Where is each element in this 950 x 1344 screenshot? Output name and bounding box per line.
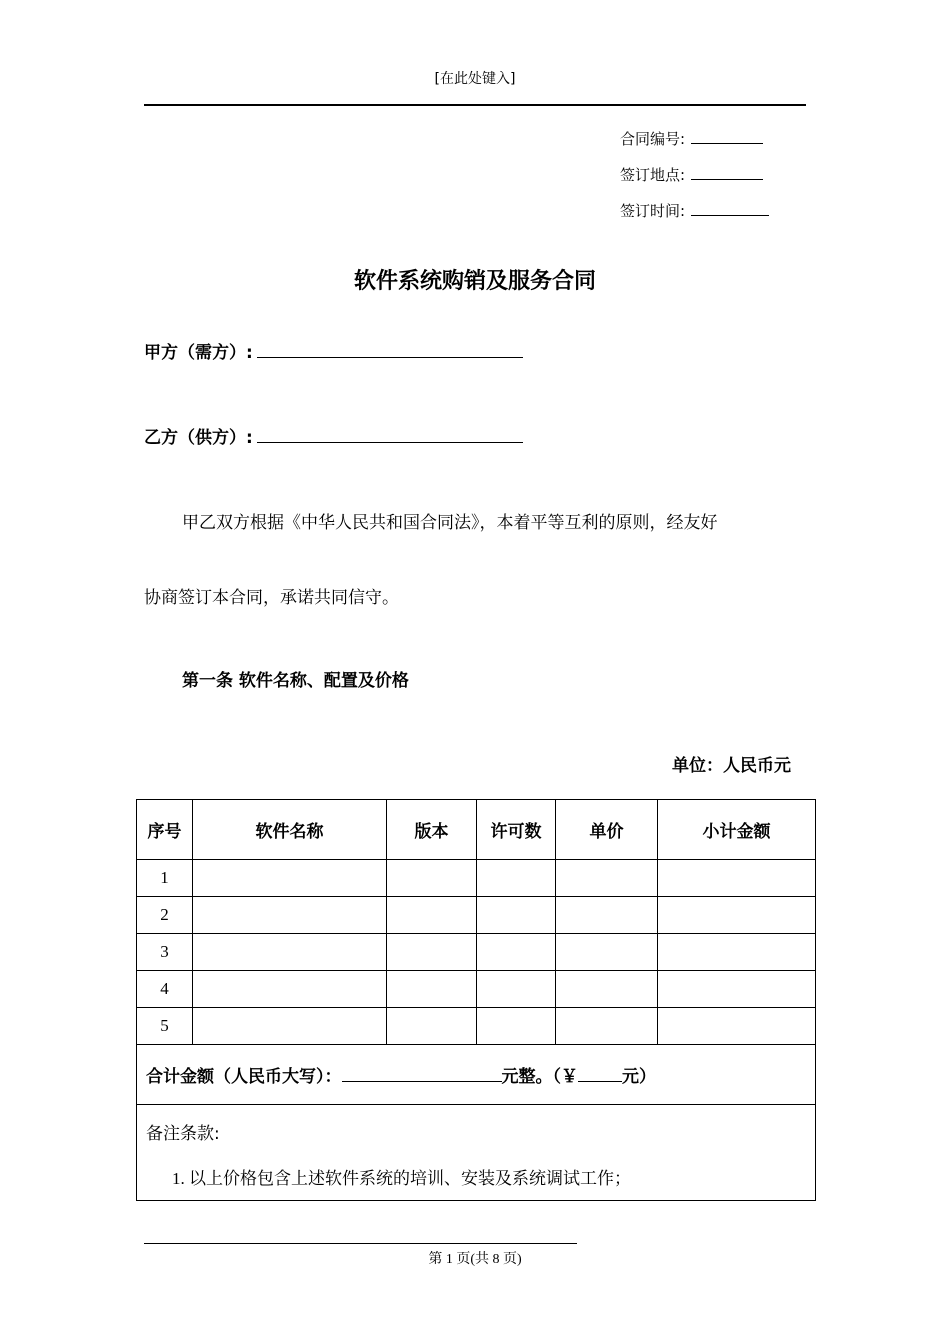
party-b-field	[144, 423, 523, 448]
table-cell[interactable]	[387, 860, 477, 897]
sign-time-blank[interactable]	[691, 201, 769, 216]
article-1-heading: 第一条 软件名称、配置及价格	[182, 671, 409, 691]
party-a-blank[interactable]	[257, 339, 523, 358]
table-cell[interactable]	[193, 1008, 387, 1045]
table-cell[interactable]	[658, 934, 816, 971]
column-header: 小计金额	[658, 800, 816, 860]
table-cell[interactable]	[556, 934, 658, 971]
table-cell[interactable]	[477, 971, 556, 1008]
sign-time-label: 签订时间:	[620, 202, 686, 220]
table-header-row	[137, 800, 816, 860]
total-cell	[137, 1045, 816, 1105]
table-cell[interactable]	[387, 1008, 477, 1045]
sign-place-blank[interactable]	[691, 165, 763, 180]
document-title: 软件系统购销及服务合同	[353, 269, 596, 294]
table-row	[137, 934, 816, 971]
table-cell[interactable]	[658, 897, 816, 934]
table-cell[interactable]	[193, 897, 387, 934]
table-cell[interactable]	[387, 934, 477, 971]
table-cell[interactable]	[556, 1008, 658, 1045]
total-amount-figure-blank[interactable]	[578, 1064, 622, 1082]
column-header: 软件名称	[193, 800, 387, 860]
table-cell[interactable]	[556, 971, 658, 1008]
page-number: 第 1 页(共 8 页)	[428, 1252, 522, 1267]
contract-number-field	[620, 128, 763, 149]
contract-number-blank[interactable]	[691, 129, 763, 144]
party-b-label: 乙方（供方）:	[144, 428, 253, 448]
sign-time-field	[620, 200, 769, 221]
table-cell[interactable]	[658, 1008, 816, 1045]
table-cell[interactable]	[193, 971, 387, 1008]
remarks-cell	[137, 1105, 816, 1201]
currency-unit-label: 单位：人民币元	[672, 756, 791, 776]
page-header: [在此处键入]	[434, 71, 516, 87]
sign-place-label: 签订地点:	[620, 166, 686, 184]
intro-line-2: 协商签订本合同，承诺共同信守。	[144, 588, 399, 608]
row-number: 1	[137, 860, 193, 897]
table-row	[137, 1008, 816, 1045]
table-cell[interactable]	[477, 1008, 556, 1045]
table-cell[interactable]	[658, 971, 816, 1008]
row-number: 2	[137, 897, 193, 934]
total-suffix: 元整。（￥	[501, 1067, 578, 1087]
table-cell[interactable]	[477, 897, 556, 934]
footer-divider	[144, 1243, 577, 1244]
total-row	[137, 1045, 816, 1105]
total-label: 合计金额（人民币大写）：	[146, 1067, 342, 1087]
column-header: 单价	[556, 800, 658, 860]
table-cell[interactable]	[387, 971, 477, 1008]
header-divider	[144, 104, 806, 106]
row-number: 3	[137, 934, 193, 971]
table-cell[interactable]	[556, 860, 658, 897]
party-a-label: 甲方（需方）:	[144, 343, 253, 363]
table-cell[interactable]	[658, 860, 816, 897]
remarks-row	[137, 1105, 816, 1201]
party-b-blank[interactable]	[257, 424, 523, 443]
table-row	[137, 971, 816, 1008]
table-cell[interactable]	[387, 897, 477, 934]
party-a-field	[144, 338, 523, 363]
table-row	[137, 897, 816, 934]
remark-item: 1. 以上价格包含上述软件系统的培训、安装及系统调试工作；	[172, 1169, 631, 1188]
column-header: 许可数	[477, 800, 556, 860]
row-number: 5	[137, 1008, 193, 1045]
total-amount-words-blank[interactable]	[342, 1064, 502, 1082]
intro-line-1: 甲乙双方根据《中华人民共和国合同法》，本着平等互利的原则，经友好	[182, 513, 718, 533]
total-end: 元）	[622, 1067, 656, 1087]
column-header: 版本	[387, 800, 477, 860]
contract-number-label: 合同编号:	[620, 130, 686, 148]
table-cell[interactable]	[477, 860, 556, 897]
column-header: 序号	[137, 800, 193, 860]
price-table	[136, 799, 816, 1201]
table-cell[interactable]	[556, 897, 658, 934]
row-number: 4	[137, 971, 193, 1008]
table-cell[interactable]	[193, 934, 387, 971]
table-cell[interactable]	[193, 860, 387, 897]
table-row	[137, 860, 816, 897]
table-cell[interactable]	[477, 934, 556, 971]
remarks-title: 备注条款:	[146, 1124, 220, 1144]
sign-place-field	[620, 164, 763, 185]
